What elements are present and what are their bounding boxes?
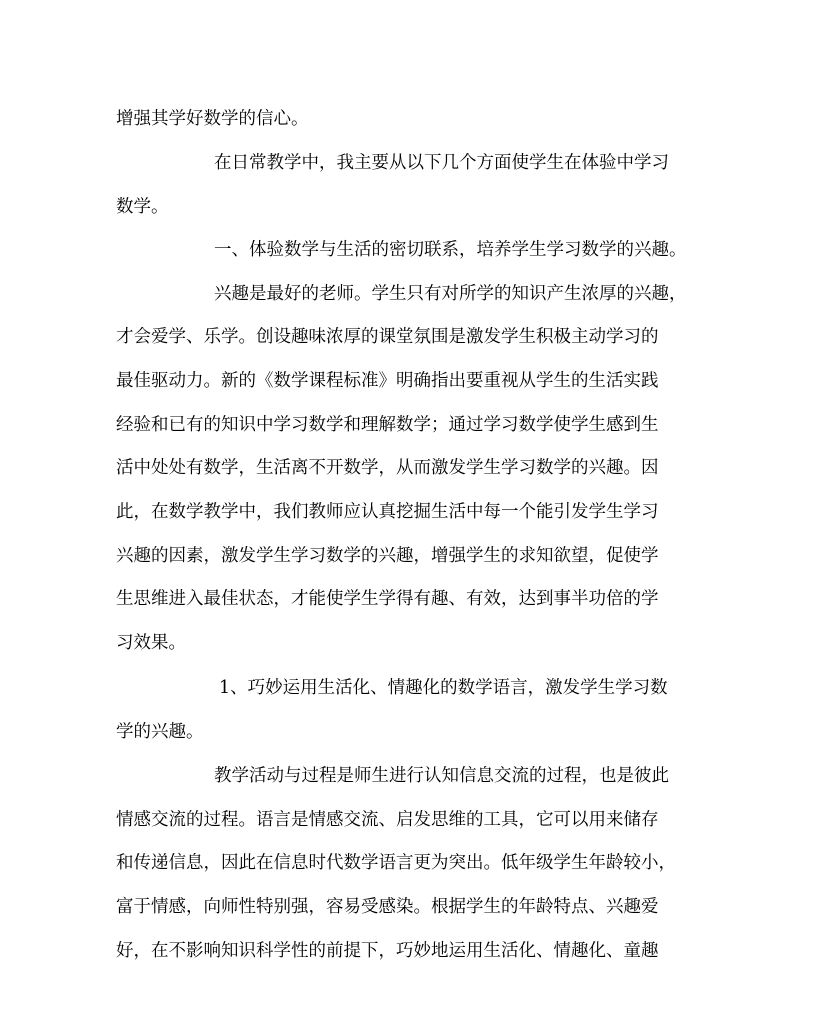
text-line: 在日常教学中，我主要从以下几个方面使学生在体验中学习 (214, 153, 669, 173)
text-line: 兴趣是最好的老师。学生只有对所学的知识产生浓厚的兴趣， (214, 284, 687, 304)
text-line: 最佳驱动力。新的《数学课程标准》明确指出要重视从学生的生活实践 (116, 371, 659, 391)
text-line: 才会爱学、乐学。创设趣味浓厚的课堂氛围是激发学生积极主动学习的 (116, 327, 659, 347)
text-line: 兴趣的因素，激发学生学习数学的兴趣，增强学生的求知欲望，促使学 (116, 546, 659, 566)
text-line: 和传递信息，因此在信息时代数学语言更为突出。低年级学生年龄较小， (116, 853, 676, 873)
section-heading: 一、体验数学与生活的密切联系，培养学生学习数学的兴趣。 (214, 240, 687, 260)
text-line: 增强其学好数学的信心。 (116, 109, 309, 129)
text-line: 富于情感，向师性特别强，容易受感染。根据学生的年龄特点、兴趣爱 (116, 897, 659, 917)
text-line: 数学。 (116, 197, 169, 217)
text-line: 经验和已有的知识中学习数学和理解数学；通过学习数学使学生感到生 (116, 415, 659, 435)
text-line: 此，在数学教学中，我们教师应认真挖掘生活中每一个能引发学生学习 (116, 502, 659, 522)
text-line: 活中处处有数学，生活离不开数学，从而激发学生学习数学的兴趣。因 (116, 458, 659, 478)
text-line: 习效果。 (116, 633, 186, 653)
text-line: 教学活动与过程是师生进行认知信息交流的过程，也是彼此 (214, 766, 669, 786)
text-line: 情感交流的过程。语言是情感交流、启发思维的工具，它可以用来储存 (116, 810, 659, 830)
subsection-heading: 1、巧妙运用生活化、情趣化的数学语言，激发学生学习数 (219, 678, 668, 698)
text-line: 好，在不影响知识科学性的前提下，巧妙地运用生活化、情趣化、童趣 (116, 941, 659, 961)
text-line: 生思维进入最佳状态，才能使学生学得有趣、有效，达到事半功倍的学 (116, 589, 659, 609)
text-line: 学的兴趣。 (116, 722, 204, 742)
